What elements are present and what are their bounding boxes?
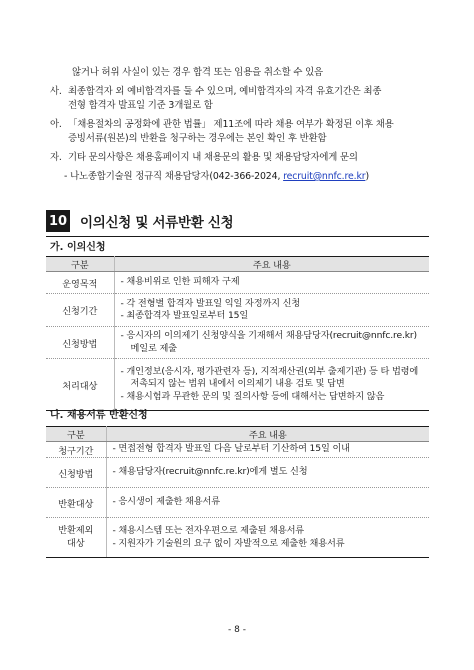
table-row bbox=[46, 327, 429, 359]
row-content: - 면접전형 합격자 발표일 다음 날로부터 기산하여 15일 이내 bbox=[106, 442, 429, 458]
page-number: - 8 - bbox=[228, 625, 246, 635]
row-label: 운영목적 bbox=[46, 272, 114, 294]
row-content: - 각 전형별 합격자 발표일 익일 자정까지 신청 - 최종합격자 발표일로부터 15일 bbox=[114, 294, 429, 327]
table-row bbox=[46, 458, 429, 488]
intro-item-a-cont: 증빙서류(원본)의 반환을 청구하는 경우에는 본인 확인 후 반환함 bbox=[68, 133, 327, 144]
row-content: - 채용담당자(recruit@nnfc.re.kr)에게 별도 신청 bbox=[106, 458, 429, 488]
intro-line-1: 않거나 허위 사실이 있는 경우 합격 또는 임용을 취소할 수 있음 bbox=[72, 67, 323, 78]
contact-email-link[interactable]: recruit@nnfc.re.kr bbox=[283, 171, 366, 182]
table-row bbox=[46, 518, 429, 558]
row-label: 청구기간 bbox=[46, 442, 106, 458]
return-header-row bbox=[46, 427, 429, 442]
row-label: 반환제외 대상 bbox=[46, 518, 106, 558]
table-row bbox=[46, 488, 429, 518]
intro-item-ja: 자. 기타 문의사항은 채용홈페이지 내 채용문의 활용 및 채용담당자에게 문의 bbox=[50, 152, 358, 163]
table-row bbox=[46, 294, 429, 327]
row-label: 처리대상 bbox=[46, 359, 114, 411]
section-heading bbox=[46, 206, 429, 237]
row-content: - 개인정보(응시자, 평가관련자 등), 지적재산권(외부 출제기관) 등 타 법령에 저촉되지 않는 범위 내에서 이의제기 내용 검토 및 답변 - 채용시험과 무관한 문의 및 질의사항 등에 대해서는 답변하지 않음 bbox=[114, 359, 429, 411]
intro-item-sa: 사. 최종합격자 외 예비합격자를 둘 수 있으며, 예비합격자의 자격 유효기간은 최종 bbox=[50, 86, 382, 97]
contact-line: - 나노종합기술원 정규직 채용담당자(042-366-2024, recruit@nnfc.re.kr) bbox=[64, 171, 369, 182]
objection-heading: 가. 이의신청 bbox=[50, 242, 106, 253]
row-content: - 채용비위로 인한 피해자 구제 bbox=[114, 272, 429, 294]
return-table bbox=[46, 426, 429, 558]
intro-item-a: 아. 「채용절차의 공정화에 관한 법률」 제11조에 따라 채용 여부가 확정된 이후 채용 bbox=[50, 119, 394, 130]
row-label: 신청방법 bbox=[46, 458, 106, 488]
row-content: - 응시자의 이의제기 신청양식을 기재해서 채용담당자(recruit@nnfc.re.kr) 메일로 제출 bbox=[114, 327, 429, 359]
row-label: 신청기간 bbox=[46, 294, 114, 327]
row-label: 신청방법 bbox=[46, 327, 114, 359]
table-row bbox=[46, 359, 429, 411]
intro-item-sa-cont: 전형 합격자 발표일 기준 3개월로 함 bbox=[68, 100, 213, 111]
table-row bbox=[46, 442, 429, 458]
section-title: 이의신청 및 서류반환 신청 bbox=[80, 215, 234, 231]
row-label: 반환대상 bbox=[46, 488, 106, 518]
row-content: - 채용시스템 또는 전자우편으로 제출된 채용서류 - 지원자가 기술원의 요구 없이 자발적으로 제출한 채용서류 bbox=[106, 518, 429, 558]
table-row bbox=[46, 272, 429, 294]
column-header-content: 주요 내용 bbox=[114, 257, 429, 272]
section-number: 10 bbox=[46, 210, 70, 232]
column-header-content: 주요 내용 bbox=[106, 427, 429, 442]
objection-table bbox=[46, 256, 429, 411]
column-header-category: 구분 bbox=[46, 257, 114, 272]
objection-header-row bbox=[46, 257, 429, 272]
row-content: - 응시생이 제출한 채용서류 bbox=[106, 488, 429, 518]
column-header-category: 구분 bbox=[46, 427, 106, 442]
return-heading: 나. 채용서류 반환신청 bbox=[50, 410, 148, 421]
